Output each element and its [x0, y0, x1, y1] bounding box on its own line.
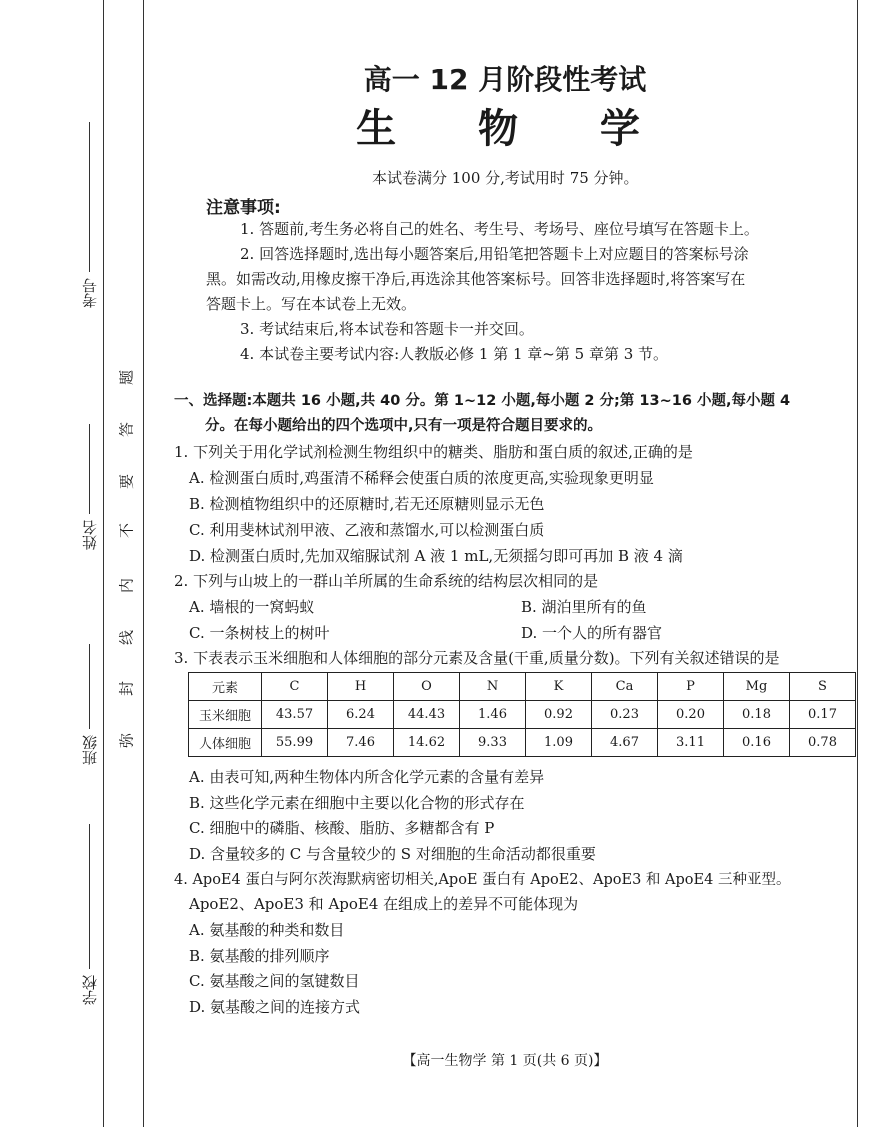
- table-row: [189, 701, 856, 729]
- class-underline: [89, 644, 90, 729]
- table-header-cell: C: [262, 673, 328, 701]
- table-cell: 0.16: [724, 729, 790, 757]
- seal-char: 答: [117, 422, 136, 438]
- notice-line: 4. 本试卷主要考试内容:人教版必修 1 第 1 章~第 5 章第 3 节。: [240, 345, 669, 363]
- question-stem-cont: ApoE2、ApoE3 和 ApoE4 在组成上的差异不可能体现为: [189, 895, 579, 913]
- seal-char: 要: [117, 474, 136, 490]
- seal-char: 题: [117, 370, 136, 386]
- table-header-cell: P: [658, 673, 724, 701]
- option-b: B. 这些化学元素在细胞中主要以化合物的形式存在: [189, 794, 525, 812]
- table-cell: 1.46: [460, 701, 526, 729]
- student-id-label: 考号: [81, 278, 99, 308]
- table-cell: 4.67: [592, 729, 658, 757]
- class-field[interactable]: [79, 640, 100, 765]
- question-stem: 3. 下表表示玉米细胞和人体细胞的部分元素及含量(干重,质量分数)。下列有关叙述错误的是: [174, 649, 780, 667]
- table-cell: 44.43: [394, 701, 460, 729]
- table-cell: 55.99: [262, 729, 328, 757]
- table-cell: 0.23: [592, 701, 658, 729]
- seal-char: 封: [117, 681, 136, 697]
- option-d: D. 一个人的所有器官: [521, 624, 663, 642]
- question-stem: 1. 下列关于用化学试剂检测生物组织中的糖类、脂肪和蛋白质的叙述,正确的是: [174, 443, 693, 461]
- class-label: 班级: [81, 735, 99, 765]
- notice-line: 2. 回答选择题时,选出每小题答案后,用铅笔把答题卡上对应题目的答案标号涂: [240, 245, 749, 263]
- notice-line: 答题卡上。写在本试卷上无效。: [206, 295, 417, 313]
- table-header-cell: 元素: [189, 673, 262, 701]
- table-header-cell: O: [394, 673, 460, 701]
- table-header-cell: Mg: [724, 673, 790, 701]
- option-a: A. 墙根的一窝蚂蚁: [189, 598, 315, 616]
- option-a: A. 氨基酸的种类和数目: [189, 921, 345, 939]
- option-a: A. 检测蛋白质时,鸡蛋清不稀释会使蛋白质的浓度更高,实验现象更明显: [189, 469, 654, 487]
- name-field[interactable]: [79, 420, 100, 550]
- seal-char: 线: [117, 630, 136, 646]
- table-cell: 人体细胞: [189, 729, 262, 757]
- option-c: C. 利用斐林试剂甲液、乙液和蒸馏水,可以检测蛋白质: [189, 521, 545, 539]
- seal-char: 内: [117, 578, 136, 594]
- exam-title: 高一 12 月阶段性考试: [363, 63, 647, 96]
- question-stem: 4. ApoE4 蛋白与阿尔茨海默病密切相关,ApoE 蛋白有 ApoE2、ApoE3 和 ApoE4 三种亚型。: [174, 872, 791, 888]
- school-label: 学校: [81, 975, 99, 1005]
- table-header-row: [189, 673, 856, 701]
- school-underline: [89, 824, 90, 969]
- element-table: [188, 672, 856, 757]
- table-cell: 0.18: [724, 701, 790, 729]
- table-cell: 0.92: [526, 701, 592, 729]
- table-header-cell: H: [328, 673, 394, 701]
- notice-line: 1. 答题前,考生务必将自己的姓名、考生号、考场号、座位号填写在答题卡上。: [240, 220, 759, 238]
- option-d: D. 含量较多的 C 与含量较少的 S 对细胞的生命活动都很重要: [189, 845, 596, 863]
- table-cell: 43.57: [262, 701, 328, 729]
- binding-line-right: [143, 0, 144, 1127]
- subject-title: 生 物 学: [356, 106, 674, 152]
- option-c: C. 细胞中的磷脂、核酸、脂肪、多糖都含有 P: [189, 819, 495, 837]
- table-cell: 1.09: [526, 729, 592, 757]
- table-cell: 6.24: [328, 701, 394, 729]
- table-cell: 7.46: [328, 729, 394, 757]
- option-d: D. 氨基酸之间的连接方式: [189, 998, 361, 1016]
- option-d: D. 检测蛋白质时,先加双缩脲试剂 A 液 1 mL,无须摇匀即可再加 B 液 4 滴: [189, 547, 683, 565]
- notice-line: 3. 考试结束后,将本试卷和答题卡一并交回。: [240, 320, 534, 338]
- table-cell: 0.20: [658, 701, 724, 729]
- exam-info: 本试卷满分 100 分,考试用时 75 分钟。: [372, 169, 639, 187]
- table-cell: 0.78: [790, 729, 856, 757]
- page-edge-right: [857, 0, 858, 1127]
- option-c: C. 氨基酸之间的氢键数目: [189, 972, 360, 990]
- notice-line: 黑。如需改动,用橡皮擦干净后,再选涂其他答案标号。回答非选择题时,将答案写在: [206, 270, 746, 288]
- option-b: B. 检测植物组织中的还原糖时,若无还原糖则显示无色: [189, 495, 545, 513]
- table-row: [189, 729, 856, 757]
- table-cell: 14.62: [394, 729, 460, 757]
- question-stem: 2. 下列与山坡上的一群山羊所属的生命系统的结构层次相同的是: [174, 572, 599, 590]
- option-c: C. 一条树枝上的树叶: [189, 624, 330, 642]
- seal-char: 不: [117, 523, 136, 539]
- table-header-cell: S: [790, 673, 856, 701]
- seal-char: 弥: [117, 733, 136, 749]
- option-b: B. 湖泊里所有的鱼: [521, 598, 647, 616]
- option-a: A. 由表可知,两种生物体内所含化学元素的含量有差异: [189, 768, 545, 786]
- option-b: B. 氨基酸的排列顺序: [189, 947, 330, 965]
- table-header-cell: Ca: [592, 673, 658, 701]
- table-cell: 3.11: [658, 729, 724, 757]
- table-cell: 9.33: [460, 729, 526, 757]
- table-header-cell: N: [460, 673, 526, 701]
- binding-line-left: [103, 0, 104, 1127]
- school-field[interactable]: [79, 820, 100, 1005]
- table-cell: 0.17: [790, 701, 856, 729]
- page-footer: 【高一生物学 第 1 页(共 6 页)】: [402, 1053, 608, 1069]
- table-header-cell: K: [526, 673, 592, 701]
- section-heading-cont: 分。在每小题给出的四个选项中,只有一项是符合题目要求的。: [205, 418, 603, 434]
- table-cell: 玉米细胞: [189, 701, 262, 729]
- notice-heading: 注意事项:: [206, 198, 281, 218]
- section-heading: 一、选择题:本题共 16 小题,共 40 分。第 1~12 小题,每小题 2 分;第 13~16 小题,每小题 4: [174, 393, 791, 409]
- name-label: 姓名: [81, 520, 99, 550]
- name-underline: [89, 424, 90, 514]
